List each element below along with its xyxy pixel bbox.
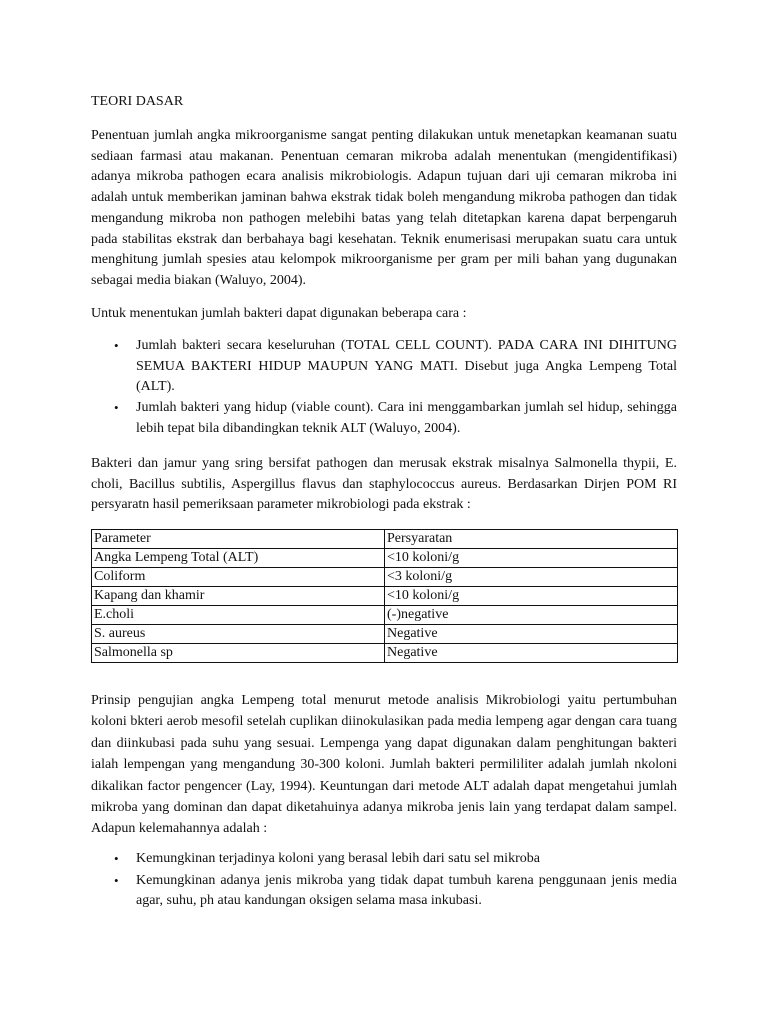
bullet-list-methods bbox=[91, 336, 677, 440]
bullet-list-weaknesses bbox=[91, 849, 677, 913]
table-cell: <10 koloni/g bbox=[385, 549, 678, 568]
table-row bbox=[92, 606, 678, 625]
table-cell: (-)negative bbox=[385, 606, 678, 625]
table-header-cell: Persyaratan bbox=[385, 530, 678, 549]
bullet-icon: • bbox=[114, 851, 119, 866]
table-cell: Salmonella sp bbox=[92, 644, 385, 663]
table-row bbox=[92, 549, 678, 568]
bullet-icon: • bbox=[114, 338, 119, 353]
paragraph-intro: Penentuan jumlah angka mikroorganisme sangat penting dilakukan untuk menetapkan keamanan suatu sediaan farmasi atau makanan. Penentuan cemaran mikroba adalah menentukan (mengidentifikasi) adanya mikroba pathogen ecara analisis mikrobiologis. Adapun tujuan dari uji cemaran mikroba ini adalah untuk memberikan jaminan bahwa ekstrak tidak boleh mengandung mikroba pathogen dan tidak mengandung mikroba non pathogen melebihi batas yang telah ditetapkan karena dapat berpengaruh pada stabilitas ekstrak dan berbahaya bagi kesehatan. Teknik enumerisasi merupakan suatu cara untuk menghitung jumlah spesies atau kelompok mikroorganisme per gram per mili bahan yang dugunakan sebagai media biakan (Waluyo, 2004). bbox=[91, 128, 677, 288]
table-row bbox=[92, 644, 678, 663]
table-cell: E.choli bbox=[92, 606, 385, 625]
table-header-cell: Parameter bbox=[92, 530, 385, 549]
list-item-text: Jumlah bakteri yang hidup (viable count). Cara ini menggambarkan jumlah sel hidup, sehingga lebih tepat bila dibandingkan teknik ALT (Waluyo, 2004). bbox=[136, 400, 677, 436]
bullet-icon: • bbox=[114, 872, 119, 888]
table-row bbox=[92, 568, 678, 587]
table-cell: Coliform bbox=[92, 568, 385, 587]
list-item bbox=[91, 871, 677, 912]
paragraph-alt-principle: Prinsip pengujian angka Lempeng total menurut metode analisis Mikrobiologi yaitu pertumbuhan koloni bkteri aerob mesofil setelah cuplikan diinokulasikan pada media lempeng agar dengan cara tuang dan diinkubasi pada suhu yang sesuai. Lempenga yang dapat digunakan dalam penghitungan bakteri ialah lempengan yang mengandung 30-300 koloni. Jumlah bakteri permililiter adalah jumlah nkoloni dikalikan factor pengencer (Lay, 1994). Keuntungan dari metode ALT adalah dapat mengetahui jumlah mikroba yang dominan dan dapat diketahuinya adanya mikroba jenis lain yang terdapat dalam sampel. Adapun kelemahannya adalah : bbox=[91, 693, 677, 837]
bullet-icon: • bbox=[114, 400, 119, 416]
table-cell: Kapang dan khamir bbox=[92, 587, 385, 606]
section-heading: TEORI DASAR bbox=[91, 94, 184, 109]
paragraph-pathogens: Bakteri dan jamur yang sring bersifat pathogen dan merusak ekstrak misalnya Salmonella thypii, E. choli, Bacillus subtilis, Aspergillus flavus dan staphylococcus aureus. Berdasarkan Dirjen POM RI persyaratn hasil pemeriksaan parameter mikrobiologi pada ekstrak : bbox=[91, 456, 677, 513]
paragraph-methods-lead: Untuk menentukan jumlah bakteri dapat digunakan beberapa cara : bbox=[91, 306, 467, 321]
table-row bbox=[92, 625, 678, 644]
table-cell: S. aureus bbox=[92, 625, 385, 644]
table-cell: Angka Lempeng Total (ALT) bbox=[92, 549, 385, 568]
list-item-text: Jumlah bakteri secara keseluruhan (TOTAL CELL COUNT). PADA CARA INI DIHITUNG SEMUA BAKTERI HIDUP MAUPUN YANG MATI. Disebut juga Angka Lempeng Total (ALT). bbox=[136, 338, 677, 395]
table-cell: <10 koloni/g bbox=[385, 587, 678, 606]
table-row bbox=[92, 587, 678, 606]
list-item bbox=[91, 336, 677, 398]
table-cell: Negative bbox=[385, 625, 678, 644]
table-cell: Negative bbox=[385, 644, 678, 663]
table-header-row bbox=[92, 530, 678, 549]
list-item bbox=[91, 849, 677, 870]
list-item-text: Kemungkinan adanya jenis mikroba yang tidak dapat tumbuh karena penggunaan jenis media agar, suhu, ph atau kandungan oksigen selama masa inkubasi. bbox=[136, 872, 677, 909]
parameter-table bbox=[91, 529, 678, 663]
list-item-text: Kemungkinan terjadinya koloni yang berasal lebih dari satu sel mikroba bbox=[136, 851, 540, 866]
list-item bbox=[91, 398, 677, 439]
table-cell: <3 koloni/g bbox=[385, 568, 678, 587]
